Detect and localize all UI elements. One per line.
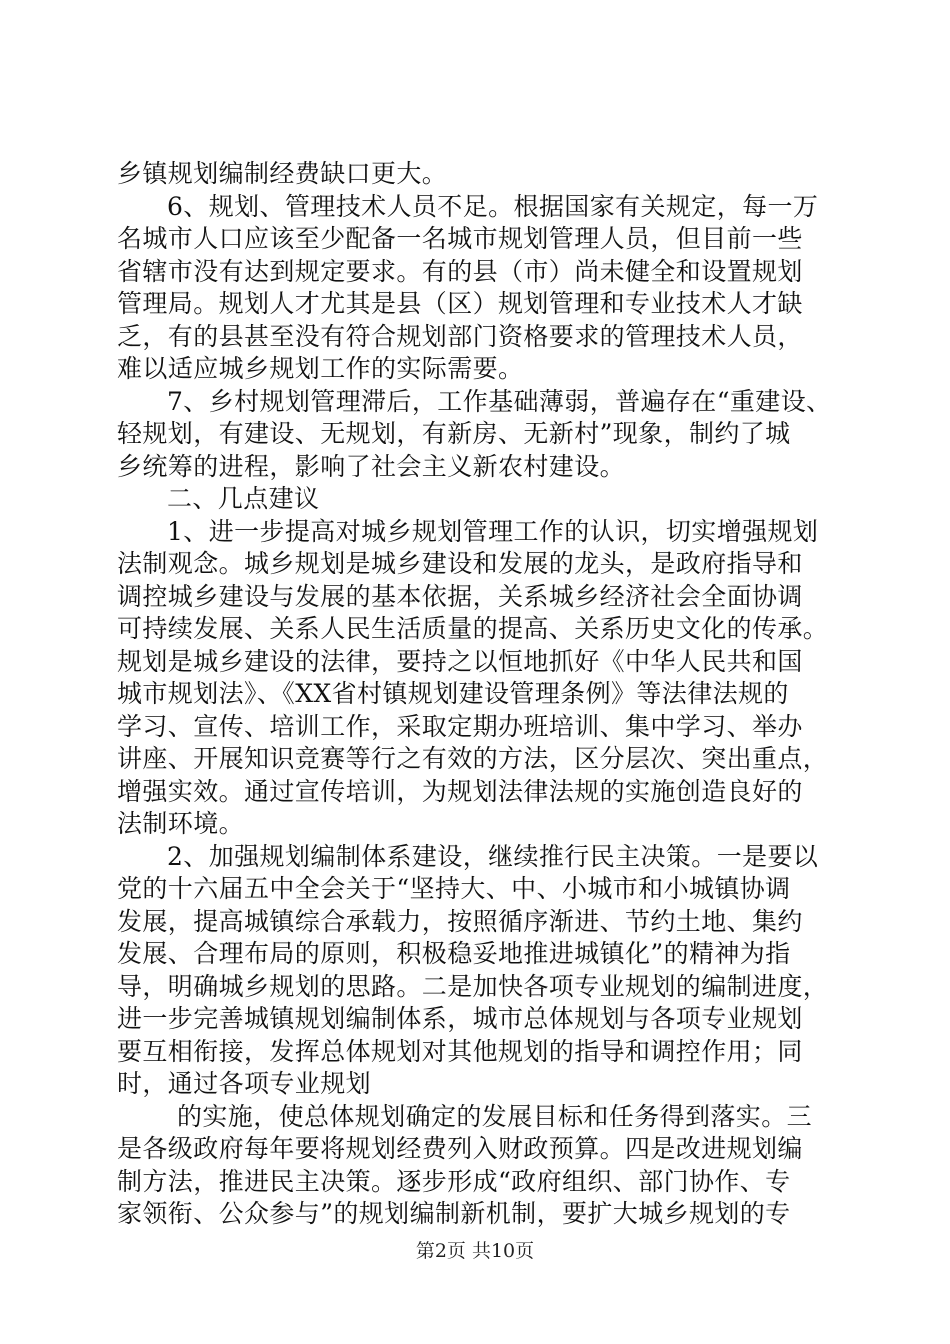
page-number-footer: 第2页 共10页 [415, 1240, 535, 1262]
text-line: 2、加强规划编制体系建设，继续推行民主决策。一是要以 [167, 841, 819, 871]
text-line: 7、乡村规划管理滞后，工作基础薄弱，普遍存在“重建设、 [167, 386, 832, 416]
text-line: 法制观念。城乡规划是城乡建设和发展的龙头，是政府指导和 [117, 549, 803, 578]
text-line: 讲座、开展知识竞赛等行之有效的方法，区分层次、突出重点， [117, 744, 829, 773]
text-line: 难以适应城乡规划工作的实际需要。 [117, 354, 524, 383]
text-line: 城市规划法》、《XX省村镇规划建设管理条例》等法律法规的 [117, 679, 789, 708]
text-line: 名城市人口应该至少配备一名城市规划管理人员，但目前一些 [117, 224, 803, 253]
text-line: 导，明确城乡规划的思路。二是加快各项专业规划的编制进度， [117, 971, 829, 1001]
text-line: 学习、宣传、培训工作，采取定期办班培训、集中学习、举办 [117, 711, 803, 741]
text-line: 发展、合理布局的原则，积极稳妥地推进城镇化”的精神为指 [117, 939, 791, 968]
text-line: 乡统筹的进程，影响了社会主义新农村建设。 [117, 451, 626, 481]
text-line: 法制环境。 [117, 809, 245, 838]
text-line: 可持续发展、关系人民生活质量的提高、关系历史文化的传承。 [117, 614, 829, 643]
text-line: 管理局。规划人才尤其是县（区）规划管理和专业技术人才缺 [117, 289, 803, 318]
text-line: 调控城乡建设与发展的基本依据，关系城乡经济社会全面协调 [117, 581, 803, 611]
text-line: 进一步完善城镇规划编制体系，城市总体规划与各项专业规划 [117, 1004, 803, 1033]
text-line: 党的十六届五中全会关于“坚持大、中、小城市和小城镇协调 [117, 874, 791, 903]
text-line: 规划是城乡建设的法律，要持之以恒地抓好《中华人民共和国 [117, 646, 803, 676]
text-line: 乡镇规划编制经费缺口更大。 [117, 159, 448, 188]
text-line: 轻规划，有建设、无规划，有新房、无新村”现象，制约了城 [117, 419, 791, 448]
text-line: 制方法，推进民主决策。逐步形成“政府组织、部门协作、专 [117, 1166, 791, 1196]
text-line: 的实施，使总体规划确定的发展目标和任务得到落实。三 [177, 1101, 813, 1131]
text-line: 增强实效。通过宣传培训，为规划法律法规的实施创造良好的 [117, 776, 803, 806]
text-line: 时，通过各项专业规划 [117, 1069, 372, 1098]
text-line: 乏，有的县甚至没有符合规划部门资格要求的管理技术人员， [117, 321, 803, 351]
text-line: 要互相衔接，发挥总体规划对其他规划的指导和调控作用；同 [117, 1036, 803, 1066]
text-line: 是各级政府每年要将规划经费列入财政预算。四是改进规划编 [117, 1134, 803, 1163]
text-line: 发展，提高城镇综合承载力，按照循序渐进、节约土地、集约 [117, 906, 803, 936]
text-line: 1、进一步提高对城乡规划管理工作的认识，切实增强规划 [167, 516, 819, 546]
section-heading: 二、几点建议 [167, 484, 320, 513]
text-line: 家领衔、公众参与”的规划编制新机制，要扩大城乡规划的专 [117, 1199, 791, 1228]
text-line: 6、规划、管理技术人员不足。根据国家有关规定，每一万 [167, 191, 819, 221]
text-line: 省辖市没有达到规定要求。有的县（市）尚未健全和设置规划 [117, 256, 803, 286]
document-body [117, 158, 833, 1231]
